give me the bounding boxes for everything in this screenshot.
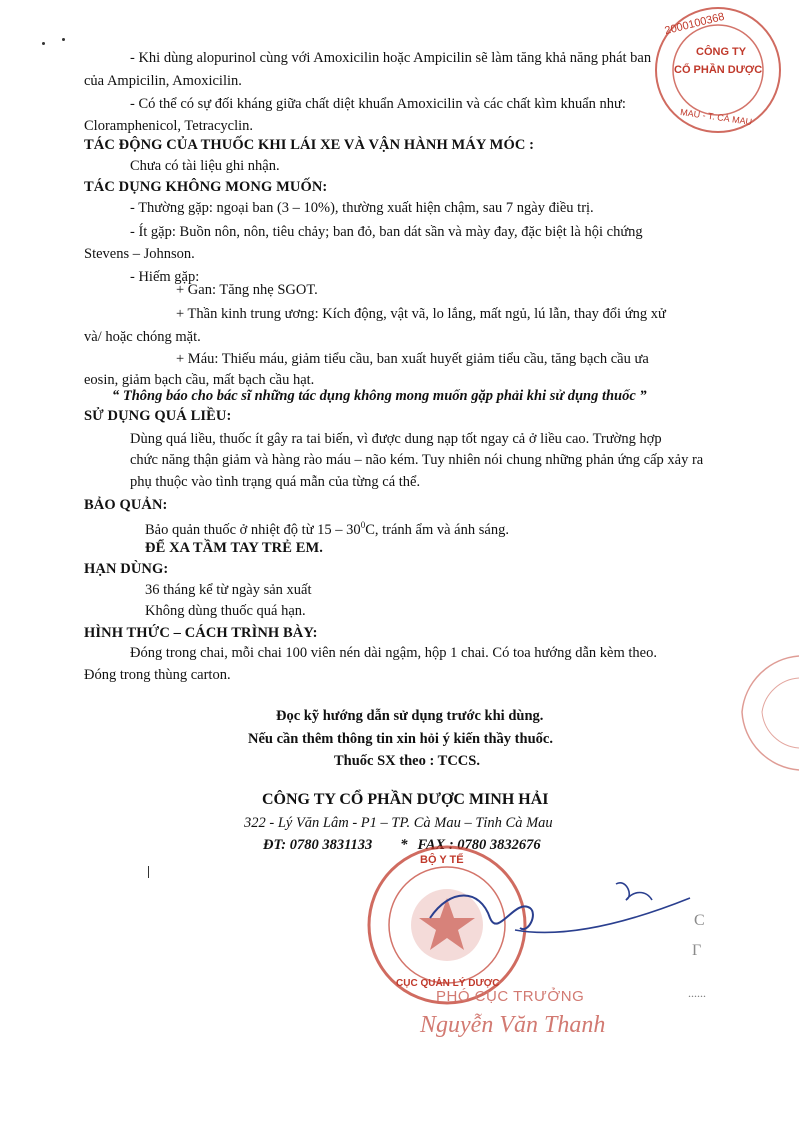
company-address: 322 - Lý Văn Lâm - P1 – TP. Cà Mau – Tỉnh Cà Mau — [244, 815, 553, 831]
company-stamp-line-3: MAU - T. CÀ MAU — [679, 107, 753, 127]
margin-mark-1: C — [694, 912, 705, 929]
partial-seal-right — [712, 648, 799, 778]
company-stamp-line-2: CỔ PHẦN DƯỢC — [674, 64, 763, 76]
advice-line-1: Đọc kỹ hướng dẫn sử dụng trước khi dùng. — [276, 708, 544, 724]
side-effects-uncommon-b: Stevens – Johnson. — [84, 246, 195, 262]
margin-mark-2: Γ — [692, 942, 702, 959]
interaction-line-2a: - Có thể có sự đối kháng giữa chất diệt khuẩn Amoxicilin và các chất kìm khuẩn như: — [130, 96, 626, 112]
expiry-line-1: 36 tháng kể từ ngày sản xuất — [145, 582, 312, 598]
signatory-name: Nguyễn Văn Thanh — [420, 1012, 606, 1038]
company-contact-separator: * — [400, 837, 408, 853]
side-effects-blood-a: + Máu: Thiếu máu, giảm tiểu cầu, ban xuất huyết giảm tiểu cầu, tăng bạch cầu ưa — [176, 351, 649, 367]
company-stamp — [640, 4, 790, 144]
company-stamp-line-1: CÔNG TY — [696, 46, 747, 58]
overdose-heading: SỬ DỤNG QUÁ LIỀU: — [84, 408, 232, 424]
company-name: CÔNG TY CỔ PHẦN DƯỢC MINH HẢI — [262, 791, 549, 808]
signatory-title: PHÓ CỤC TRƯỞNG — [436, 988, 585, 1005]
handwritten-signature — [420, 878, 700, 958]
storage-text — [145, 516, 509, 539]
packaging-line-2: Đóng trong thùng carton. — [84, 667, 231, 683]
company-fax: FAX : 0780 3832676 — [417, 837, 541, 853]
side-effects-liver: + Gan: Tăng nhẹ SGOT. — [176, 282, 318, 298]
driving-text: Chưa có tài liệu ghi nhận. — [130, 158, 280, 174]
storage-text-after: C, tránh ẩm và ánh sáng. — [365, 521, 509, 538]
packaging-line-1: Đóng trong chai, mỗi chai 100 viên nén dài ngậm, hộp 1 chai. Có toa hướng dẫn kèm theo. — [130, 645, 657, 661]
ministry-stamp-bottom: CỤC QUẢN LÝ DƯỢC — [396, 978, 500, 989]
scan-speck — [42, 42, 45, 45]
margin-mark-3: ...... — [688, 986, 706, 1000]
interaction-line-1b: của Ampicilin, Amoxicilin. — [84, 73, 242, 89]
side-effects-notice: “ Thông báo cho bác sĩ những tác dụng không mong muốn gặp phải khi sử dụng thuốc ” — [112, 388, 647, 404]
side-effects-rare: - Hiếm gặp: — [130, 269, 200, 285]
overdose-line-1: Dùng quá liều, thuốc ít gây ra tai biến, vì được dung nạp tốt ngay cả ở liều cao. Trường hợp — [130, 431, 662, 447]
ministry-stamp-top: BỘ Y TẾ — [420, 854, 464, 866]
interaction-line-1a: - Khi dùng alopurinol cùng với Amoxicilin hoặc Ampicilin sẽ làm tăng khả năng phát ban — [130, 50, 652, 66]
side-effects-blood-b: eosin, giảm bạch cầu, mất bạch cầu hạt. — [84, 372, 315, 388]
driving-heading: TÁC ĐỘNG CỦA THUỐC KHI LÁI XE VÀ VẬN HÀNH MÁY MÓC : — [84, 137, 535, 153]
company-stamp-number: 2000100368 — [663, 10, 726, 38]
overdose-line-3: phụ thuộc vào tình trạng quá mẫn của từng cá thể. — [130, 474, 421, 490]
scan-speck — [148, 866, 149, 878]
storage-text-before: Bảo quản thuốc ở nhiệt độ từ 15 – 30 — [145, 521, 361, 538]
side-effects-common: - Thường gặp: ngoại ban (3 – 10%), thường xuất hiện chậm, sau 7 ngày điều trị. — [130, 200, 594, 216]
storage-degree-sup: 0 — [360, 520, 366, 530]
side-effects-cns-a: + Thần kinh trung ương: Kích động, vật vã, lo lắng, mất ngủ, lú lẫn, thay đổi ứng xử — [176, 306, 666, 322]
overdose-line-2: chức năng thận giảm và hàng rào máu – não kém. Tuy nhiên nói chung những phản ứng cấp xảy ra — [130, 452, 704, 468]
advice-line-3: Thuốc SX theo : TCCS. — [334, 753, 480, 769]
company-phone: ĐT: 0780 3831133 — [263, 837, 373, 853]
expiry-heading: HẠN DÙNG: — [84, 561, 169, 577]
storage-children-warning: ĐỂ XA TẦM TAY TRẺ EM. — [145, 540, 324, 556]
expiry-line-2: Không dùng thuốc quá hạn. — [145, 603, 306, 619]
side-effects-uncommon-a: - Ít gặp: Buồn nôn, nôn, tiêu chảy; ban đỏ, ban dát sần và mày đay, đặc biệt là hội chứng — [130, 224, 643, 240]
side-effects-heading: TÁC DỤNG KHÔNG MONG MUỐN: — [84, 179, 328, 195]
interaction-line-2b: Cloramphenicol, Tetracyclin. — [84, 118, 254, 134]
side-effects-cns-b: và/ hoặc chóng mặt. — [84, 329, 201, 345]
storage-heading: BẢO QUẢN: — [84, 497, 168, 513]
packaging-heading: HÌNH THỨC – CÁCH TRÌNH BÀY: — [84, 625, 318, 641]
advice-line-2: Nếu cần thêm thông tin xin hỏi ý kiến thầy thuốc. — [248, 731, 553, 747]
scan-speck — [62, 38, 65, 41]
